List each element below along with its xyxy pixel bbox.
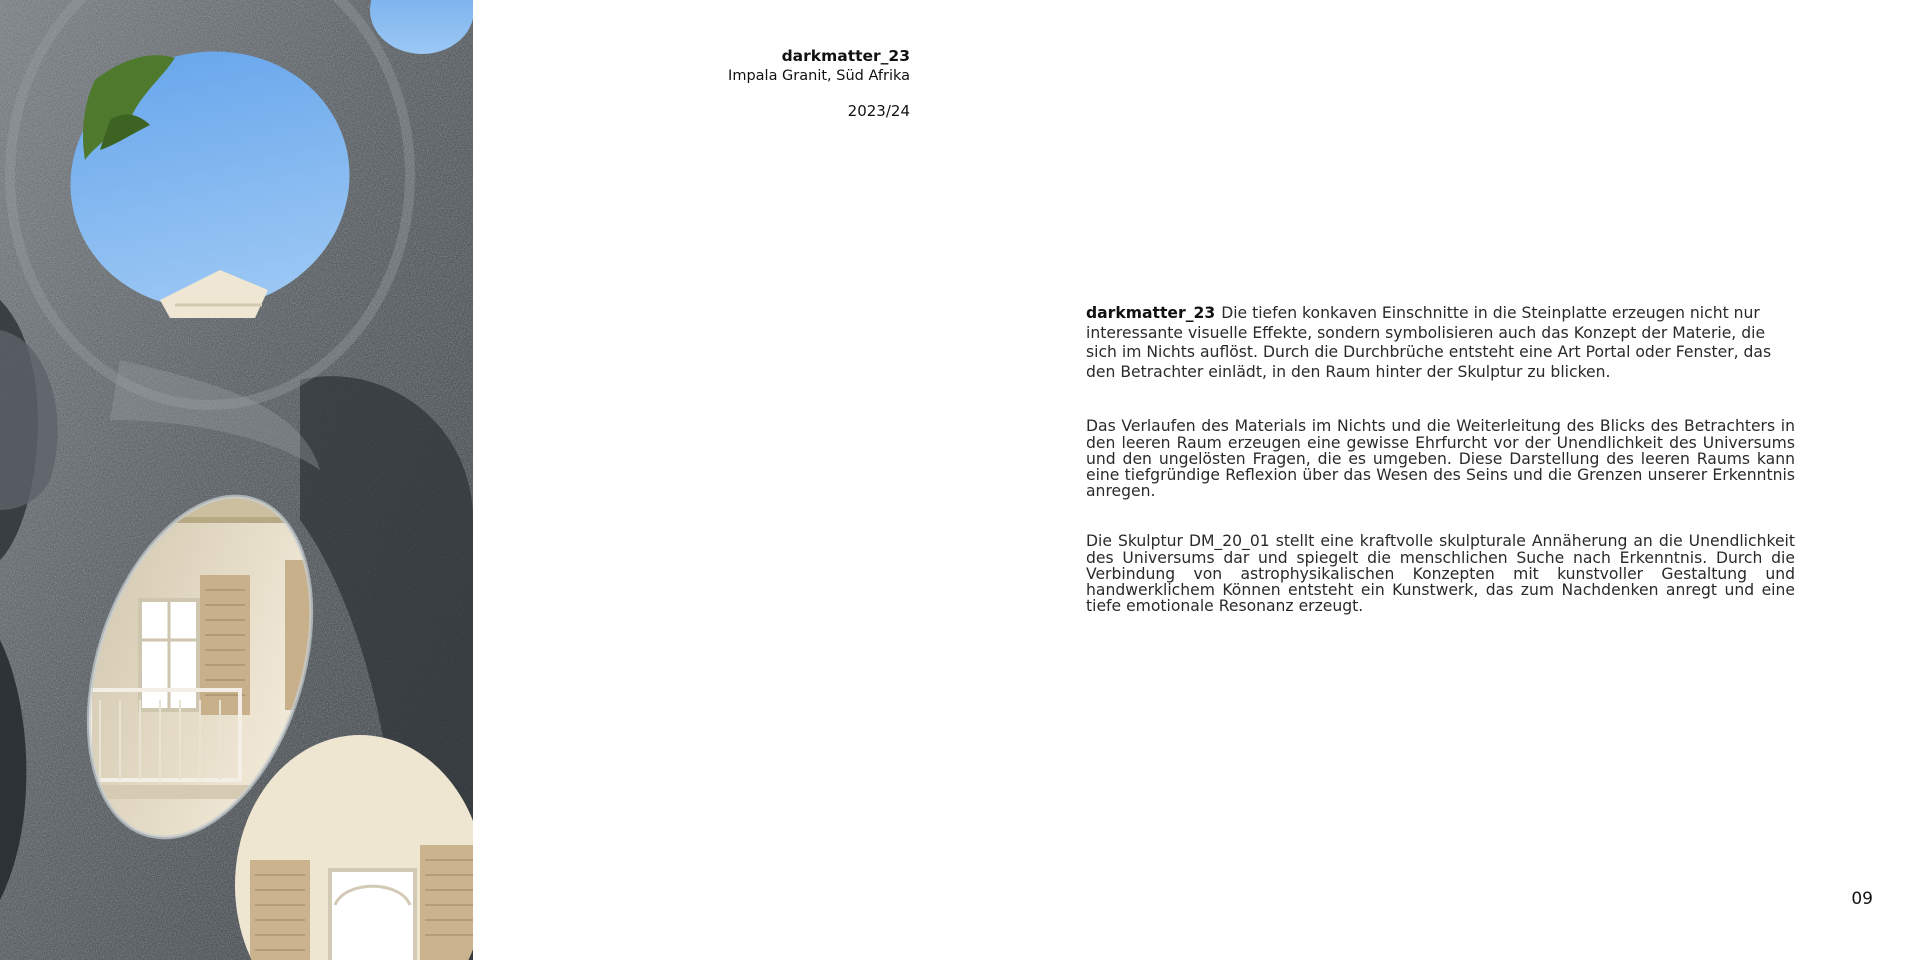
artwork-title: darkmatter_23 xyxy=(781,47,910,65)
artwork-description xyxy=(1086,304,1795,614)
artwork-caption xyxy=(560,46,910,121)
artwork-material: Impala Granit, Süd Afrika xyxy=(728,68,910,84)
description-paragraph-3: Die Skulptur DM_20_01 stellt eine kraftvolle skulpturale Annäherung an die Unendlichkeit des Universums dar und spiegelt die menschlichen Suche nach Erkenntnis. Durch die Verbindung von astrophysikalischen Konzepten mit kunstvoller Gestaltung und handwerklichem Können entsteht ein Kunstwerk, das zum Nachdenken anregt und eine tiefe emotionale Resonanz erzeugt. xyxy=(1086,532,1795,616)
description-paragraph-1 xyxy=(1086,304,1795,382)
description-paragraph-2: Das Verlaufen des Materials im Nichts und die Weiterleitung des Blicks des Betrachters in den leeren Raum erzeugen eine gewisse Ehrfurcht vor der Unendlichkeit des Universums und den ungelösten Fragen, die es umgeben. Diese Darstellung des leeren Raums kann eine tiefgründige Reflexion über das Wesen des Seins und die Grenzen unserer Erkenntnis anregen. xyxy=(1086,417,1795,501)
description-paragraph-1-text: Die tiefen konkaven Einschnitte in die Steinplatte erzeugen nicht nur interessante visuelle Effekte, sondern symbolisieren auch das Konzept der Materie, die sich im Nichts auflöst. Durch die Durchbrüche entsteht eine Art Portal oder Fenster, das den Betrachter einlädt, in den Raum hinter der Skulptur zu blicken. xyxy=(1086,304,1772,381)
sculpture-photo xyxy=(0,0,473,960)
page-number: 09 xyxy=(1851,889,1873,909)
description-lead: darkmatter_23 xyxy=(1086,304,1216,322)
artwork-year: 2023/24 xyxy=(847,102,910,120)
